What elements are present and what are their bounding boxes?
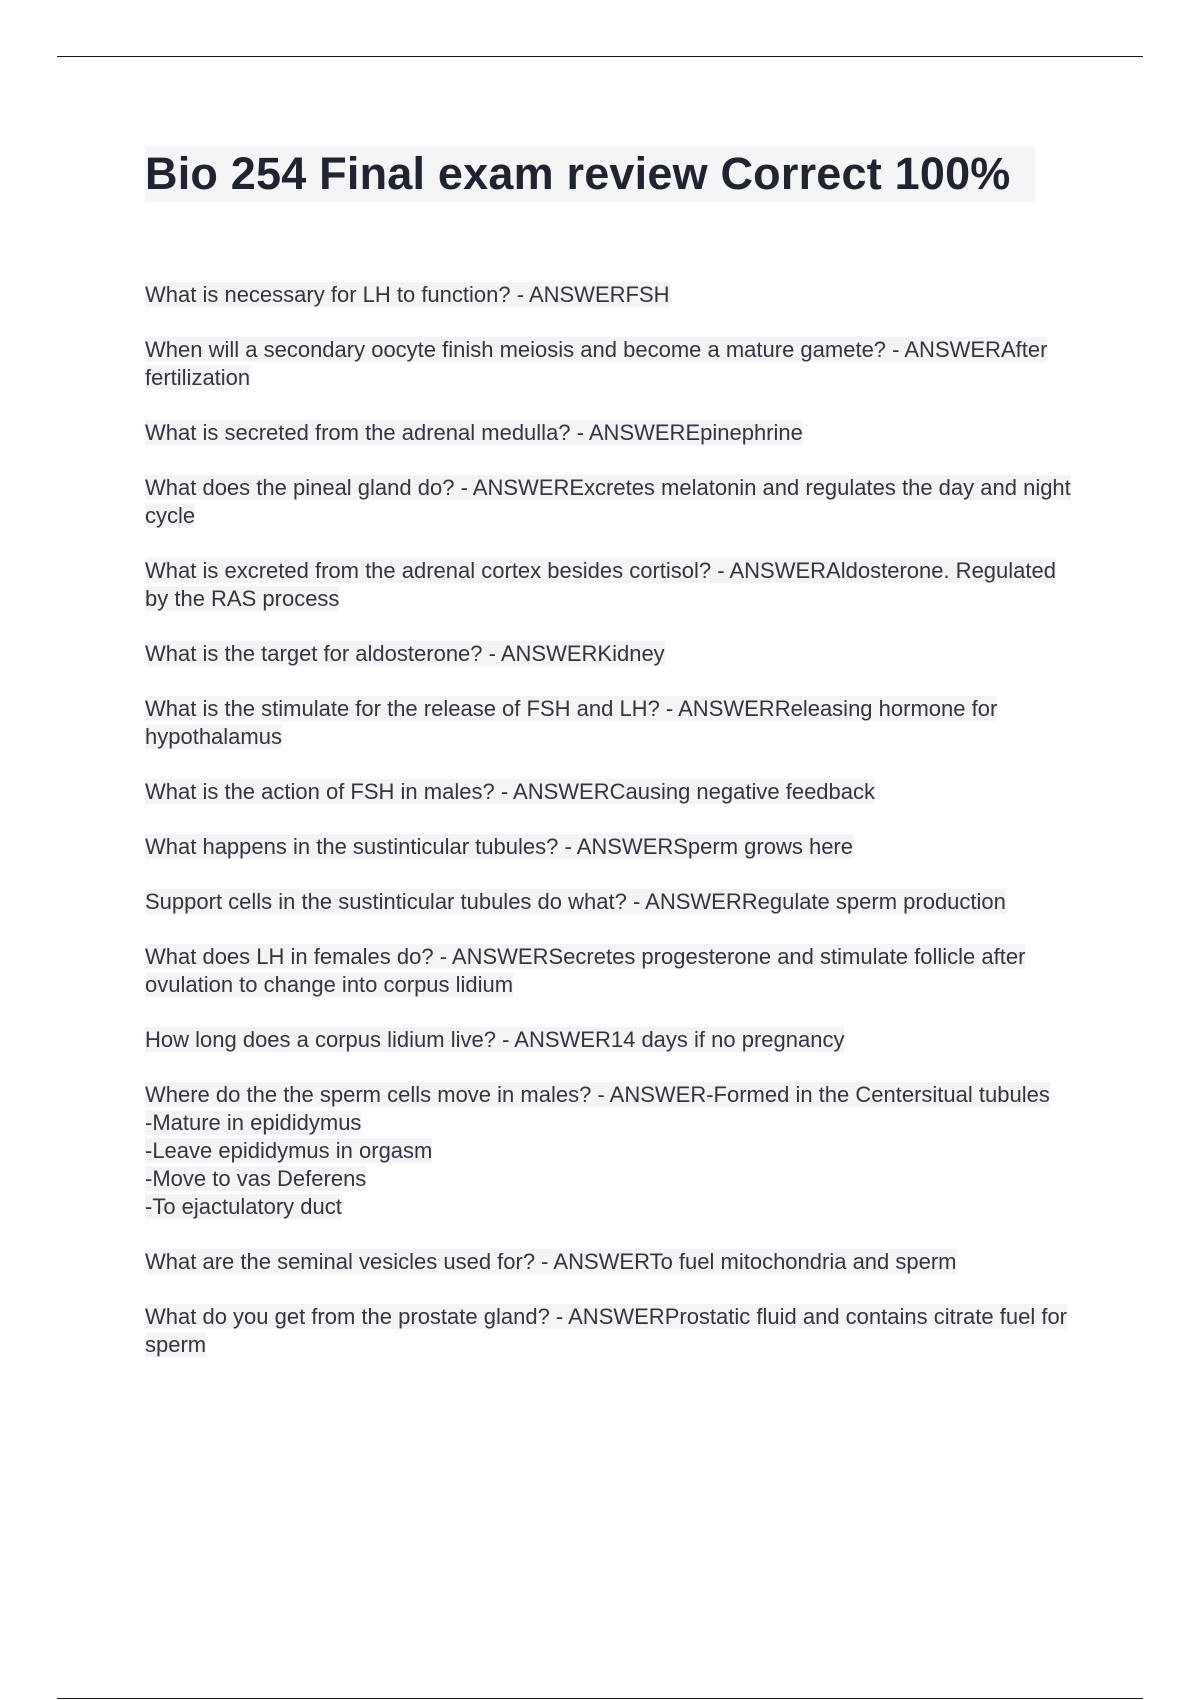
- qa-text: Support cells in the sustinticular tubules do what? - ANSWERRegulate sperm production: [145, 889, 1006, 914]
- qa-text: How long does a corpus lidium live? - ANSWER14 days if no pregnancy: [145, 1027, 845, 1052]
- qa-item-sperm-path: [145, 1081, 1085, 1221]
- qa-text: What is the action of FSH in males? - ANSWERCausing negative feedback: [145, 779, 876, 804]
- qa-text: What is excreted from the adrenal cortex besides cortisol? - ANSWERAldosterone. Regulated by the RAS process: [145, 558, 1056, 611]
- sperm-path-step: -To ejactulatory duct: [145, 1194, 342, 1219]
- qa-item: [145, 833, 1085, 861]
- qa-text: What does LH in females do? - ANSWERSecretes progesterone and stimulate follicle after ovulation to change into corpus lidium: [145, 944, 1026, 997]
- qa-text: What happens in the sustinticular tubules? - ANSWERSperm grows here: [145, 834, 853, 859]
- document-body: [145, 146, 1085, 1386]
- bottom-rule: [57, 1698, 1143, 1699]
- qa-text: When will a secondary oocyte finish meiosis and become a mature gamete? - ANSWERAfter fertilization: [145, 337, 1048, 390]
- qa-text: What is necessary for LH to function? - ANSWERFSH: [145, 282, 670, 307]
- qa-text: What is the target for aldosterone? - ANSWERKidney: [145, 641, 665, 666]
- sperm-path-step: -Leave epididymus in orgasm: [145, 1138, 433, 1163]
- sperm-path-steps: [145, 1109, 1085, 1221]
- qa-item: [145, 640, 1085, 668]
- qa-text: What does the pineal gland do? - ANSWERExcretes melatonin and regulates the day and night cycle: [145, 475, 1071, 528]
- qa-item: [145, 557, 1085, 613]
- top-rule: [57, 56, 1143, 57]
- qa-list: [145, 281, 1085, 1359]
- qa-text: What are the seminal vesicles used for? - ANSWERTo fuel mitochondria and sperm: [145, 1249, 957, 1274]
- qa-text: What is secreted from the adrenal medulla? - ANSWEREpinephrine: [145, 420, 803, 445]
- qa-item: [145, 1026, 1085, 1054]
- qa-text: What do you get from the prostate gland? - ANSWERProstatic fluid and contains citrate fuel for sperm: [145, 1304, 1068, 1357]
- sperm-path-step: -Mature in epididymus: [145, 1110, 362, 1135]
- qa-item: [145, 336, 1085, 392]
- document-title: Bio 254 Final exam review Correct 100%: [145, 146, 1035, 202]
- qa-item: [145, 281, 1085, 309]
- qa-item: [145, 1303, 1085, 1359]
- qa-item: [145, 695, 1085, 751]
- qa-text: Where do the the sperm cells move in males? - ANSWER-Formed in the Centersitual tubules: [145, 1082, 1050, 1107]
- qa-item: [145, 943, 1085, 999]
- qa-text: What is the stimulate for the release of FSH and LH? - ANSWERReleasing hormone for hypothalamus: [145, 696, 998, 749]
- qa-item: [145, 474, 1085, 530]
- qa-item: [145, 1248, 1085, 1276]
- qa-item: [145, 778, 1085, 806]
- qa-item: [145, 888, 1085, 916]
- sperm-path-step: -Move to vas Deferens: [145, 1166, 367, 1191]
- qa-item: [145, 419, 1085, 447]
